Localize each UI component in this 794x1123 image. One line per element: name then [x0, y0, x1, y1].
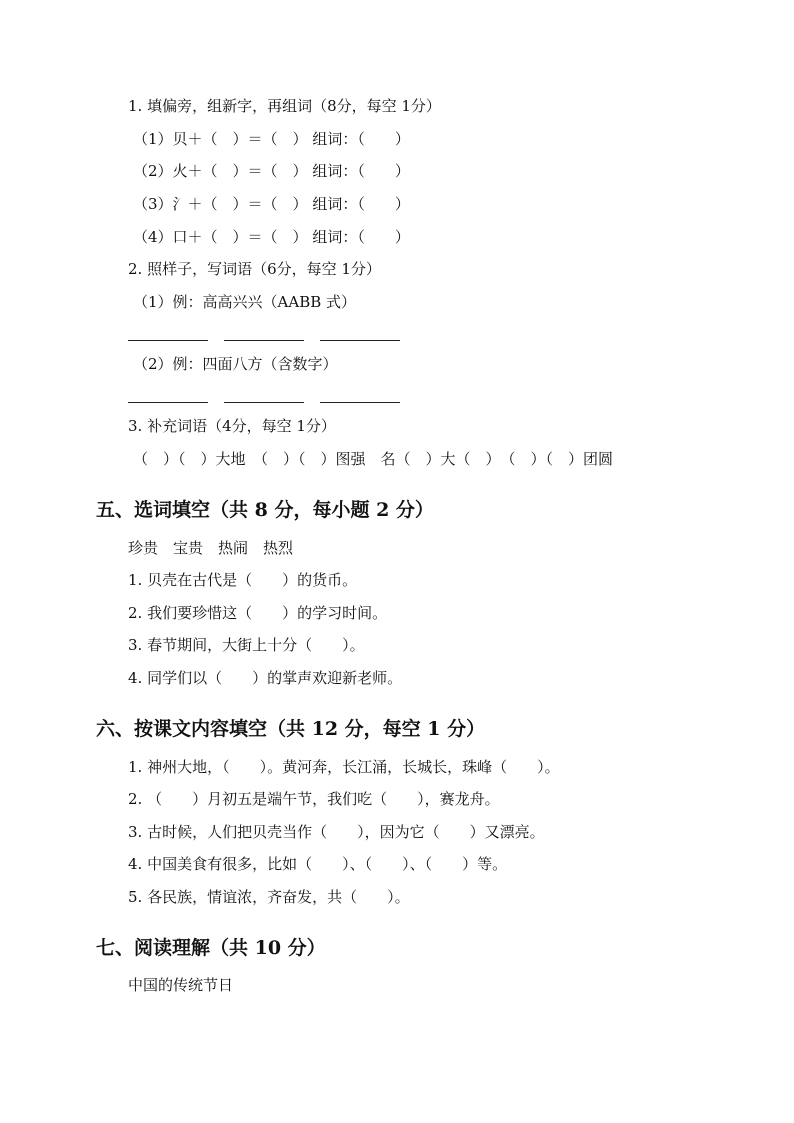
answer-line [320, 340, 400, 341]
question-1-title: 1. 填偏旁，组新字，再组词（8分，每空 1分） [128, 97, 441, 115]
answer-line [320, 402, 400, 403]
section-6-item-3: 3. 古时候，人们把贝壳当作（ ），因为它（ ）又漂亮。 [128, 823, 545, 841]
section-6-heading: 六、按课文内容填空（共 12 分，每空 1 分） [96, 718, 486, 740]
question-3-items: （ ）（ ）大地 （ ）（ ）图强 名（ ）大（ ） （ ）（ ）团圆 [133, 450, 614, 468]
question-1-item-1: （1）贝＋（ ）＝（ ） 组词：（ ） [133, 130, 410, 148]
section-6-item-4: 4. 中国美食有很多，比如（ ）、（ ）、（ ）等。 [128, 855, 508, 873]
question-1-item-3: （3）氵＋（ ）＝（ ） 组词：（ ） [133, 195, 410, 213]
section-5-item-3: 3. 春节期间，大街上十分（ ）。 [128, 636, 365, 654]
section-5-item-1: 1. 贝壳在古代是（ ）的货币。 [128, 571, 358, 589]
answer-line [128, 340, 208, 341]
section-5-item-2: 2. 我们要珍惜这（ ）的学习时间。 [128, 604, 388, 622]
section-6-item-1: 1. 神州大地，（ ）。黄河奔，长江涌，长城长，珠峰（ ）。 [128, 758, 560, 776]
section-6-item-2: 2. （ ）月初五是端午节，我们吃（ ），赛龙舟。 [128, 790, 500, 808]
question-1-item-4: （4）口＋（ ）＝（ ） 组词：（ ） [133, 228, 410, 246]
section-6-item-5: 5. 各民族，情谊浓，齐奋发，共（ ）。 [128, 888, 410, 906]
question-2-title: 2. 照样子，写词语（6分，每空 1分） [128, 260, 381, 278]
answer-line [128, 402, 208, 403]
section-7-heading: 七、阅读理解（共 10 分） [96, 937, 326, 959]
answer-line [224, 340, 304, 341]
section-5-item-4: 4. 同学们以（ ）的掌声欢迎新老师。 [128, 669, 403, 687]
passage-title: 中国的传统节日 [128, 976, 234, 994]
section-5-heading: 五、选词填空（共 8 分，每小题 2 分） [96, 499, 434, 521]
question-2-example-2: （2）例：四面八方（含数字） [133, 355, 338, 373]
question-3-title: 3. 补充词语（4分，每空 1分） [128, 417, 336, 435]
word-bank: 珍贵 宝贵 热闹 热烈 [128, 539, 294, 557]
question-1-item-2: （2）火＋（ ）＝（ ） 组词：（ ） [133, 162, 410, 180]
question-2-example-1: （1）例：高高兴兴（AABB 式） [133, 293, 357, 311]
answer-line [224, 402, 304, 403]
